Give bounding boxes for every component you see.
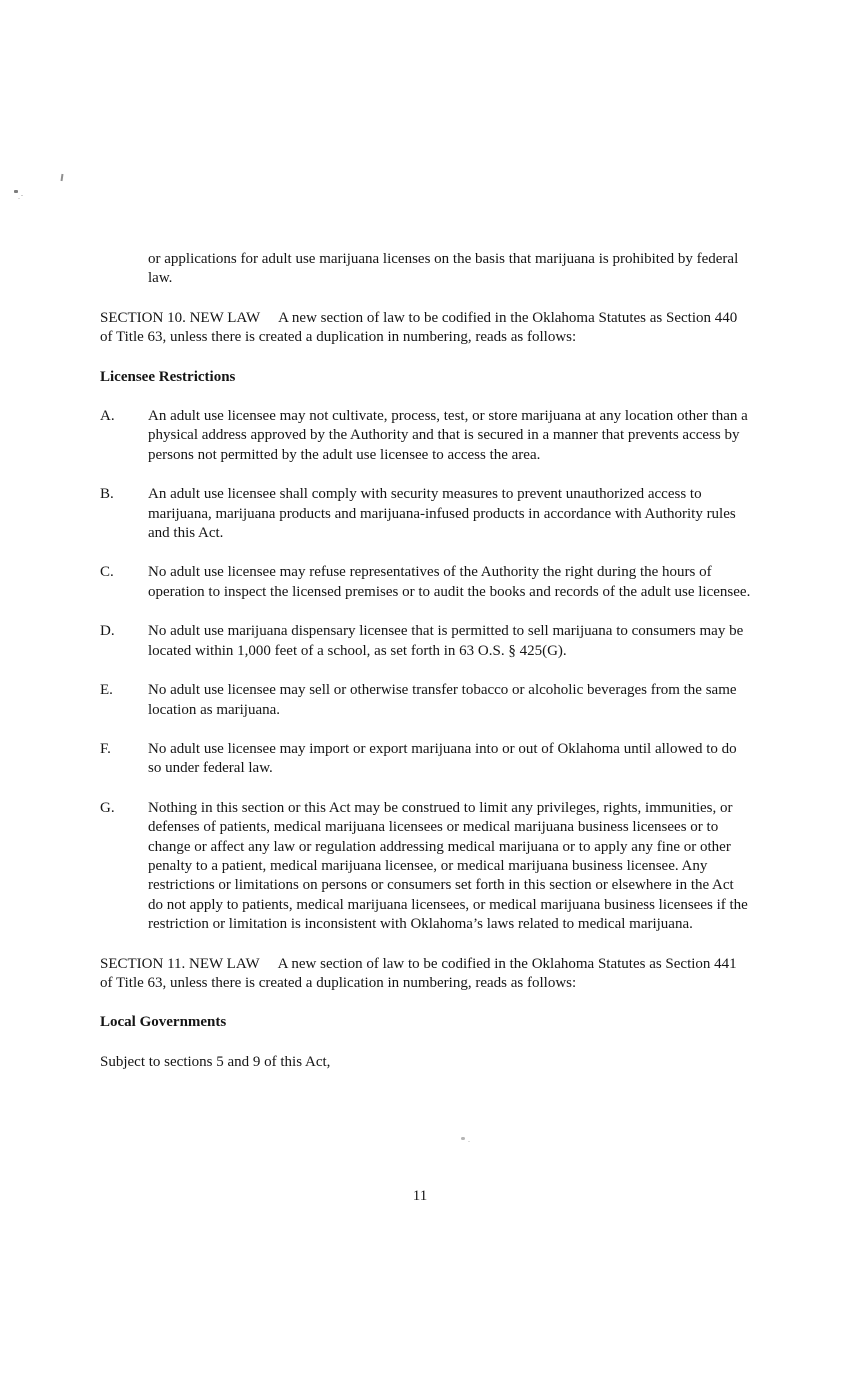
scan-artifact xyxy=(61,174,64,181)
item-e-letter: E. xyxy=(100,682,113,699)
section-11-label: SECTION 11. NEW LAW xyxy=(100,955,260,972)
list-item-f xyxy=(100,740,752,779)
section-10-label: SECTION 10. NEW LAW xyxy=(100,309,261,326)
item-g-text: Nothing in this section or this Act may be construed to limit any privileges, rights, immunities, or defenses of patients, medical marijuana licensees or medical marijuana business licensees or to change or affect any law or regulation addressing medical marijuana or to apply any fine or other penalty to a patient, medical marijuana licensee, or medical marijuana business licensee. Any restrictions or limitations on persons or consumers set forth in this section or elsewhere in the Act do not apply to patients, medical marijuana licensees, or medical marijuana business licensees if the restriction or limitation is inconsistent with Oklahoma’s laws related to medical marijuana. xyxy=(148,799,748,933)
list-item-g xyxy=(100,799,752,935)
section-11-paragraph xyxy=(100,955,752,994)
closing-line: Subject to sections 5 and 9 of this Act, xyxy=(100,1053,331,1070)
item-g-letter: G. xyxy=(100,799,115,816)
licensee-restrictions-heading: Licensee Restrictions xyxy=(100,368,236,385)
page-number: 11 xyxy=(412,1188,428,1204)
list-item-e xyxy=(100,681,752,720)
list-item-d xyxy=(100,622,752,661)
scan-artifact xyxy=(461,1137,465,1140)
list-item-a xyxy=(100,407,752,465)
list-item-c xyxy=(100,563,752,602)
item-c-letter: C. xyxy=(100,564,114,581)
item-d-text: No adult use marijuana dispensary licensee that is permitted to sell marijuana to consumers may be located within 1,000 feet of a school, as set forth in 63 O.S. § 425(G). xyxy=(148,623,744,659)
item-b-letter: B. xyxy=(100,486,114,503)
item-c-text: No adult use licensee may refuse representatives of the Authority the right during the hours of operation to inspect the licensed premises or to audit the books and records of the adult use licensee. xyxy=(148,564,751,600)
scan-artifact xyxy=(14,190,18,193)
continuation-paragraph: or applications for adult use marijuana licenses on the basis that marijuana is prohibited by federal law. xyxy=(148,251,739,287)
item-f-letter: F. xyxy=(100,740,111,757)
section-10-text: A new section of law to be codified in the Oklahoma Statutes as Section 440 of Title 63, unless there is created a duplication in numbering, reads as follows: xyxy=(100,309,738,346)
document-body xyxy=(100,250,752,1092)
section-11-text: A new section of law to be codified in the Oklahoma Statutes as Section 441 of Title 63, unless there is created a duplication in numbering, reads as follows: xyxy=(100,955,737,991)
item-f-text: No adult use licensee may import or export marijuana into or out of Oklahoma until allowed to do so under federal law. xyxy=(148,740,737,777)
item-a-text: An adult use licensee may not cultivate, process, test, or store marijuana at any location other than a physical address approved by the Authority and that is secured in a manner that prevents access by persons not permitted by the adult use licensee to access the area. xyxy=(148,408,748,463)
item-e-text: No adult use licensee may sell or otherwise transfer tobacco or alcoholic beverages from the same location as marijuana. xyxy=(148,682,737,718)
item-a-letter: A. xyxy=(100,408,115,425)
local-governments-heading: Local Governments xyxy=(100,1014,227,1031)
section-10-paragraph xyxy=(100,309,752,348)
item-b-text: An adult use licensee shall comply with security measures to prevent unauthorized access to marijuana, marijuana products and marijuana-infused products in accordance with Authority rules and this Act. xyxy=(148,486,736,542)
item-d-letter: D. xyxy=(100,623,115,640)
list-item-b xyxy=(100,485,752,543)
